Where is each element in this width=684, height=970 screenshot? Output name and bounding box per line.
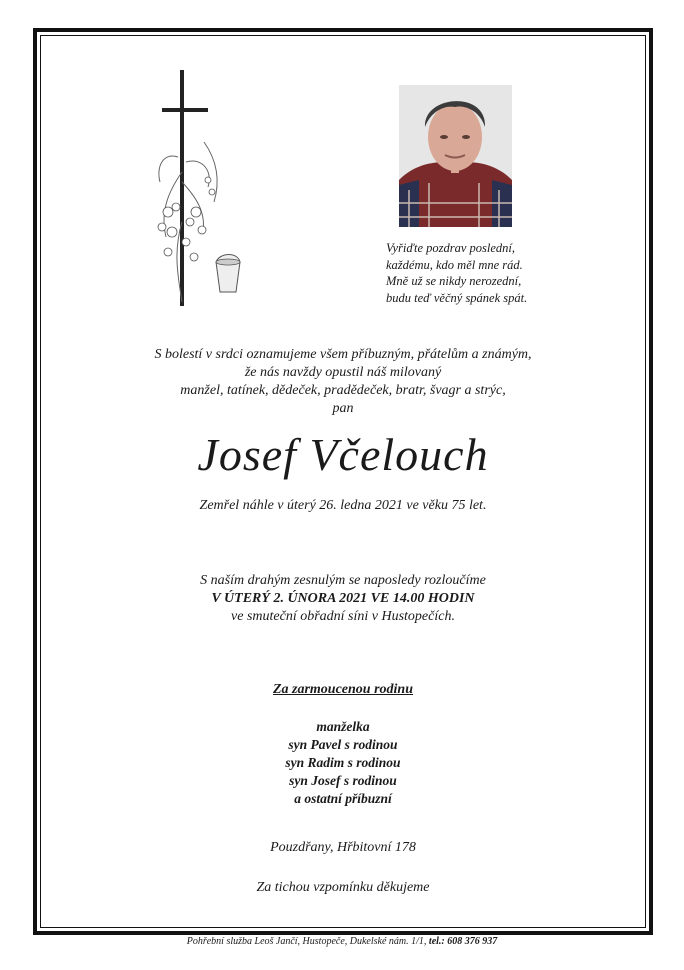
intro-line: S bolestí v srdci oznamujeme všem příbuzným, přátelům a známým, <box>154 347 532 362</box>
thanks-line: Za tichou vzpomínku děkujeme <box>256 880 430 895</box>
family-heading: Za zarmoucenou rodinu <box>272 682 414 697</box>
intro-line: pan <box>332 401 354 416</box>
cross-with-flowers-icon <box>148 62 248 312</box>
family-member: syn Pavel s rodinou <box>288 737 398 752</box>
funeral-service-footer <box>0 936 684 947</box>
poem-line: Vyřiďte pozdrav poslední, <box>386 241 516 255</box>
family-address: Pouzdřany, Hřbitovní 178 <box>270 840 416 855</box>
intro-line: že nás navždy opustil náš milovaný <box>244 365 442 380</box>
farewell-line: S naším drahým zesnulým se naposledy rozloučíme <box>200 573 486 588</box>
family-member: syn Josef s rodinou <box>289 773 397 788</box>
deceased-name: Josef Včelouch <box>197 429 489 480</box>
funeral-location: ve smuteční obřadní síni v Hustopečích. <box>231 609 455 624</box>
funeral-date-time: V ÚTERÝ 2. ÚNORA 2021 VE 14.00 HODIN <box>211 591 475 606</box>
poem-line: budu teď věčný spánek spát. <box>386 290 528 305</box>
death-note: Zemřel náhle v úterý 26. ledna 2021 ve věku 75 let. <box>199 498 487 513</box>
family-member: manželka <box>316 719 370 734</box>
family-member: a ostatní příbuzní <box>294 791 392 806</box>
footer-text: Pohřební služba Leoš Jančí, Hustopeče, Dukelské nám. 1/1, <box>186 936 427 947</box>
footer-phone: tel.: 608 376 937 <box>428 936 498 947</box>
portrait-photo <box>399 85 512 227</box>
announcement-intro <box>40 346 646 418</box>
intro-line: manžel, tatínek, dědeček, pradědeček, bratr, švagr a strýc, <box>180 383 506 398</box>
farewell-details <box>40 572 646 626</box>
poem-line: Mně už se nikdy nerozední, <box>386 274 522 288</box>
poem-line: každému, kdo měl mne rád. <box>386 257 523 272</box>
family-list <box>40 718 646 808</box>
poem <box>386 240 586 306</box>
family-member: syn Radim s rodinou <box>285 755 401 770</box>
